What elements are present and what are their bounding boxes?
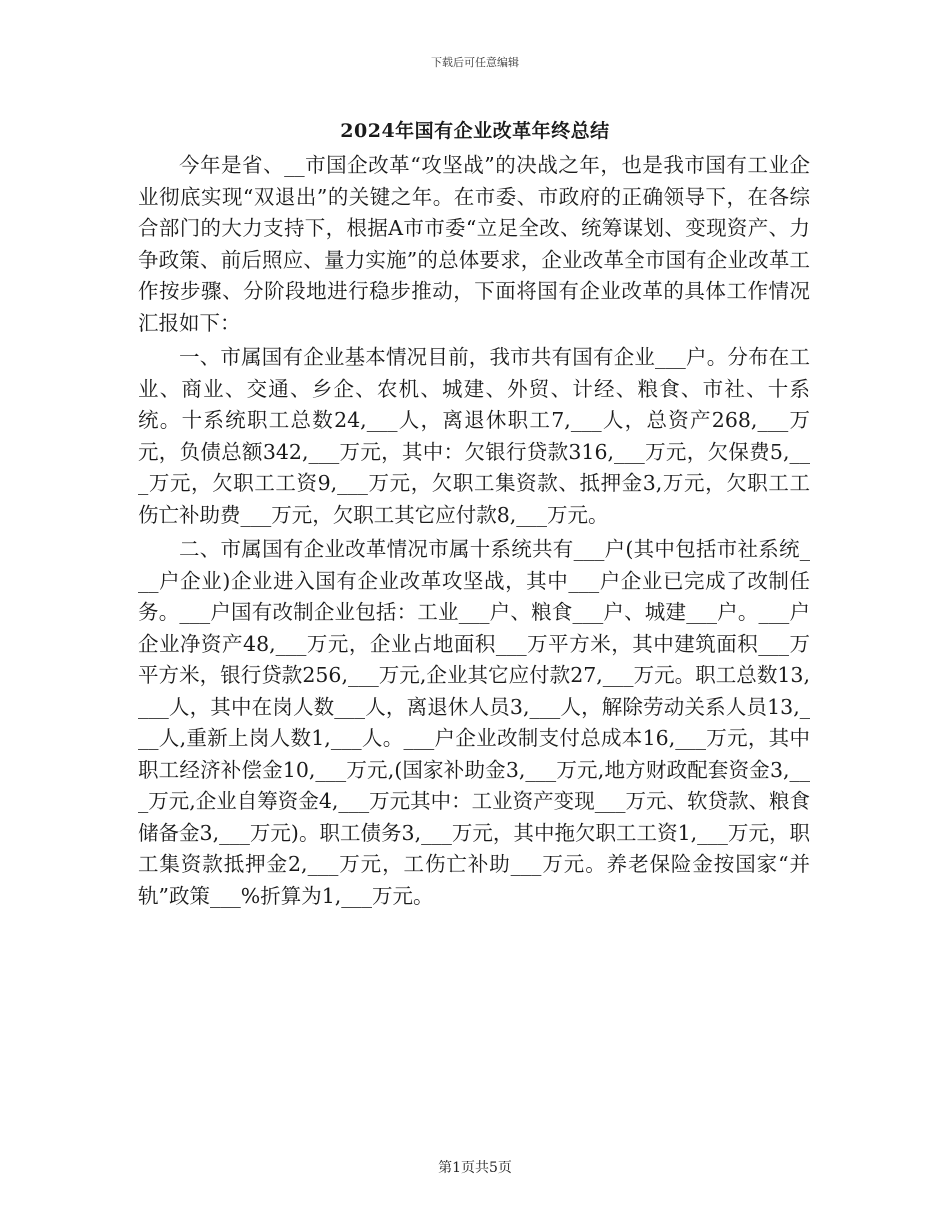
document-body <box>138 150 810 915</box>
paragraph-basic-situation: 一、市属国有企业基本情况目前，我市共有国有企业___户。分布在工业、商业、交通、乡企、农机、城建、外贸、计经、粮食、市社、十系统。十系统职工总数24,___人，离退休职工7,___人，总资产268,___万元，负债总额342,___万元，其中：欠银行贷款316,___万元，欠保费5,___万元，欠职工工资9,___万元，欠职工集资款、抵押金3,万元，欠职工工伤亡补助费___万元，欠职工其它应付款8,___万元。 <box>138 345 810 527</box>
page-number: 第1页共5页 <box>438 1160 512 1176</box>
paragraph-reform-situation: 二、市属国有企业改革情况市属十系统共有___户(其中包括市社系统___户企业)企业进入国有企业改革攻坚战，其中___户企业已完成了改制任务。___户国有改制企业包括：工业___户、粮食___户、城建___户。___户企业净资产48,___万元，企业占地面积___万平方米，其中建筑面积___万平方米，银行贷款256,___万元,企业其它应付款27,___万元。职工总数13,___人，其中在岗人数___人，离退休人员3,___人，解除劳动关系人员13,___人,重新上岗人数1,___人。___户企业改制支付总成本16,___万元，其中职工经济补偿金10,___万元,(国家补助金3,___万元,地方财政配套资金3,___万元,企业自筹资金4,___万元其中：工业资产变现___万元、软贷款、粮食储备金3,___万元)。职工债务3,___万元，其中拖欠职工工资1,___万元，职工集资款抵押金2,___万元，工伤亡补助___万元。养老保险金按国家“并轨”政策___%折算为1,___万元。 <box>138 537 810 908</box>
header-note: 下载后可任意编辑 <box>431 56 519 69</box>
document-title: 2024年国有企业改革年终总结 <box>340 120 610 142</box>
paragraph-intro: 今年是省、__市国企改革“攻坚战”的决战之年，也是我市国有工业企业彻底实现“双退出”的关键之年。在市委、市政府的正确领导下，在各综合部门的大力支持下，根据A市市委“立足全改、统筹谋划、变现资产、力争政策、前后照应、量力实施”的总体要求，企业改革全市国有企业改革工作按步骤、分阶段地进行稳步推动，下面将国有企业改革的具体工作情况汇报如下： <box>138 153 810 335</box>
